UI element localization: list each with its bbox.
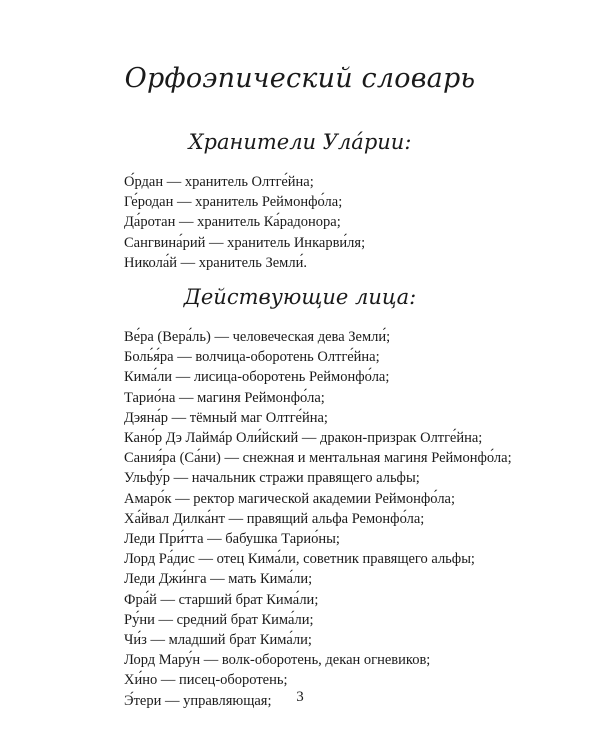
list-item: Ге́родан — хранитель Реймонфо́ла;	[124, 194, 343, 211]
guardians-heading: Хранители Ула́рии:	[188, 130, 412, 154]
list-item: Амаро́к — ректор магической академии Реймонфо́ла;	[124, 490, 456, 507]
list-item: Кано́р Дэ Лаймáр Оли́йский — дракон-призрак Олтге́йна;	[124, 430, 483, 447]
list-item: Тарио́на — магиня Реймонфо́ла;	[124, 389, 325, 406]
characters-heading: Действующие лица:	[183, 285, 417, 309]
list-item: Лорд Ра́дис — отец Кима́ли, советник правящего альфы;	[124, 551, 475, 568]
list-item: Лорд Мару́н — волк-оборотень, декан огневиков;	[124, 652, 431, 669]
list-item: Ве́ра (Вера́ль) — человеческая дева Земли́;	[124, 329, 391, 345]
list-item: Фра́й — старший брат Кима́ли;	[124, 591, 319, 608]
list-item: Чи́з — младший брат Кима́ли;	[124, 632, 312, 649]
list-item: Ха́йвал Дилка́нт — правящий альфа Ремонфо́ла;	[124, 510, 425, 527]
page-title: Орфоэпический словарь	[124, 63, 476, 94]
list-item: Сангвина́рий — хранитель Инкарви́ля;	[124, 234, 366, 251]
list-item: Сания́ра (Са́ни) — снежная и ментальная магиня Реймонфо́ла;	[124, 450, 512, 467]
list-item: Да́ротан — хранитель Ка́радонора;	[124, 214, 341, 231]
list-item: О́рдан — хранитель Олтге́йна;	[124, 174, 314, 190]
characters-list	[124, 327, 512, 711]
list-item: Ульфу́р — начальник стражи правящего альфы;	[124, 470, 420, 487]
list-item: Дэяна́р — тёмный маг Олтге́йна;	[124, 409, 328, 426]
page-number: 3	[296, 689, 304, 705]
list-item: Леди При́тта — бабушка Тарио́ны;	[124, 531, 340, 548]
list-item: Хи́но — писец-оборотень;	[124, 672, 288, 689]
list-item: Э́тери — управляющая;	[124, 692, 272, 709]
list-item: Леди Джи́нга — мать Кима́ли;	[124, 571, 313, 588]
list-item: Боль́я́ра — волчица-оборотень Олтге́йна;	[124, 349, 380, 366]
guardians-list	[124, 172, 365, 273]
list-item: Никола́й — хранитель Земли́.	[124, 254, 307, 271]
list-item: Ру́ни — средний брат Кима́ли;	[124, 611, 314, 628]
list-item: Кима́ли — лисица-оборотень Реймонфо́ла;	[124, 369, 390, 386]
